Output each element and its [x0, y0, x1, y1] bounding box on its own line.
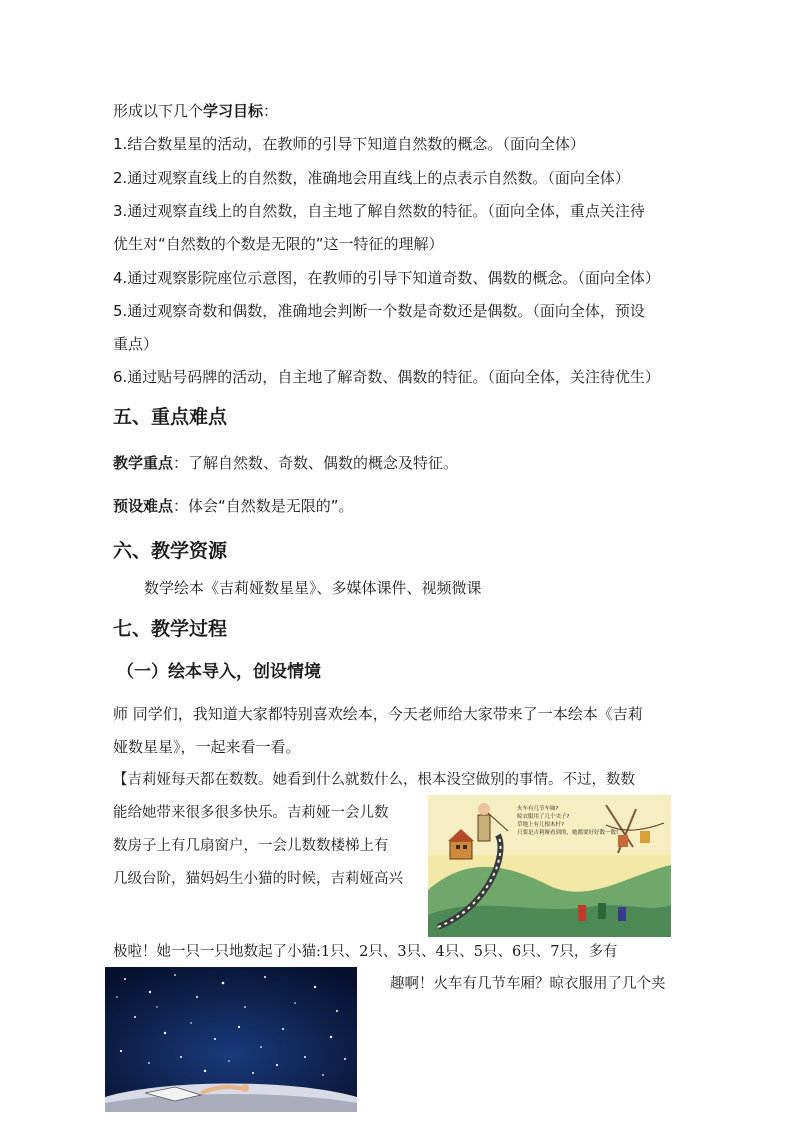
picture-book-illustration-train	[428, 795, 671, 937]
caption-line: 晾衣服用了几个夹子?	[517, 814, 570, 820]
teacher-line-continuation: 娅数星星》，一起来看一看。	[113, 738, 301, 756]
picture-book-illustration-night-sky	[105, 967, 357, 1112]
story-line: 趣啊！火车有几节车厢？晾衣服用了几个夹	[390, 976, 666, 992]
teacher-line: 师 同学们，我知道大家都特别喜欢绘本，今天老师给大家带来了一本绘本《吉莉	[113, 705, 643, 723]
caption-line: 火车有几节车厢?	[517, 806, 559, 812]
key-point-label: 教学重点	[113, 454, 174, 472]
goal-item: 1.结合数星星的活动，在教师的引导下知道自然数的概念。（面向全体）	[113, 135, 585, 153]
goals-intro-prefix: 形成以下几个	[113, 102, 204, 120]
goal-item-continuation: 重点）	[113, 335, 159, 353]
section-heading-key-points: 五、重点难点	[113, 406, 228, 428]
caption-line: 草地上有几根木杆?	[517, 822, 564, 828]
goals-intro	[113, 101, 278, 121]
starry-sky-illustration	[105, 967, 357, 1112]
caption-line: 只要是吉莉娅看到的，她都要好好数一数!	[517, 830, 619, 836]
goal-item: 4.通过观察影院座位示意图，在教师的引导下知道奇数、偶数的概念。（面向全体）	[113, 269, 660, 287]
difficulty-text: ：体会“自然数是无限的”。	[173, 497, 354, 515]
difficulty-line	[113, 496, 354, 516]
story-line: 【吉莉娅每天都在数数。她看到什么就数什么，根本没空做别的事情。不过，数数	[113, 772, 635, 788]
story-line: 能给她带来很多很多快乐。吉莉娅一会儿数	[113, 805, 389, 821]
goal-item-continuation: 优生对“自然数的个数是无限的”这一特征的理解）	[113, 235, 444, 253]
key-point-line	[113, 453, 458, 473]
goals-intro-suffix: ：	[263, 102, 279, 120]
story-line: 极啦！她一只一只地数起了小猫:1只、2只、3只、4只、5只、6只、7只，多有	[113, 944, 618, 960]
goal-item: 6.通过贴号码牌的活动，自主地了解奇数、偶数的特征。（面向全体，关注待优生）	[113, 368, 660, 386]
subsection-heading-intro: （一）绘本导入，创设情境	[117, 662, 321, 682]
resources-text: 数学绘本《吉莉娅数星星》、多媒体课件、视频微课	[144, 579, 482, 597]
goal-item: 2.通过观察直线上的自然数，准确地会用直线上的点表示自然数。（面向全体）	[113, 169, 630, 187]
goals-intro-bold: 学习目标	[203, 102, 264, 120]
story-line: 数房子上有几扇窗户，一会儿数数楼梯上有	[113, 838, 389, 854]
illustration-caption	[517, 805, 618, 837]
goal-item: 5.通过观察奇数和偶数，准确地会判断一个数是奇数还是偶数。（面向全体，预设	[113, 302, 645, 320]
story-line: 几级台阶，猫妈妈生小猫的时候，吉莉娅高兴	[113, 871, 403, 887]
goal-item: 3.通过观察直线上的自然数，自主地了解自然数的特征。（面向全体，重点关注待	[113, 202, 645, 220]
key-point-text: ：了解自然数、奇数、偶数的概念及特征。	[173, 454, 459, 472]
section-heading-process: 七、教学过程	[113, 618, 228, 640]
section-heading-resources: 六、教学资源	[113, 540, 228, 562]
difficulty-label: 预设难点	[113, 497, 174, 515]
